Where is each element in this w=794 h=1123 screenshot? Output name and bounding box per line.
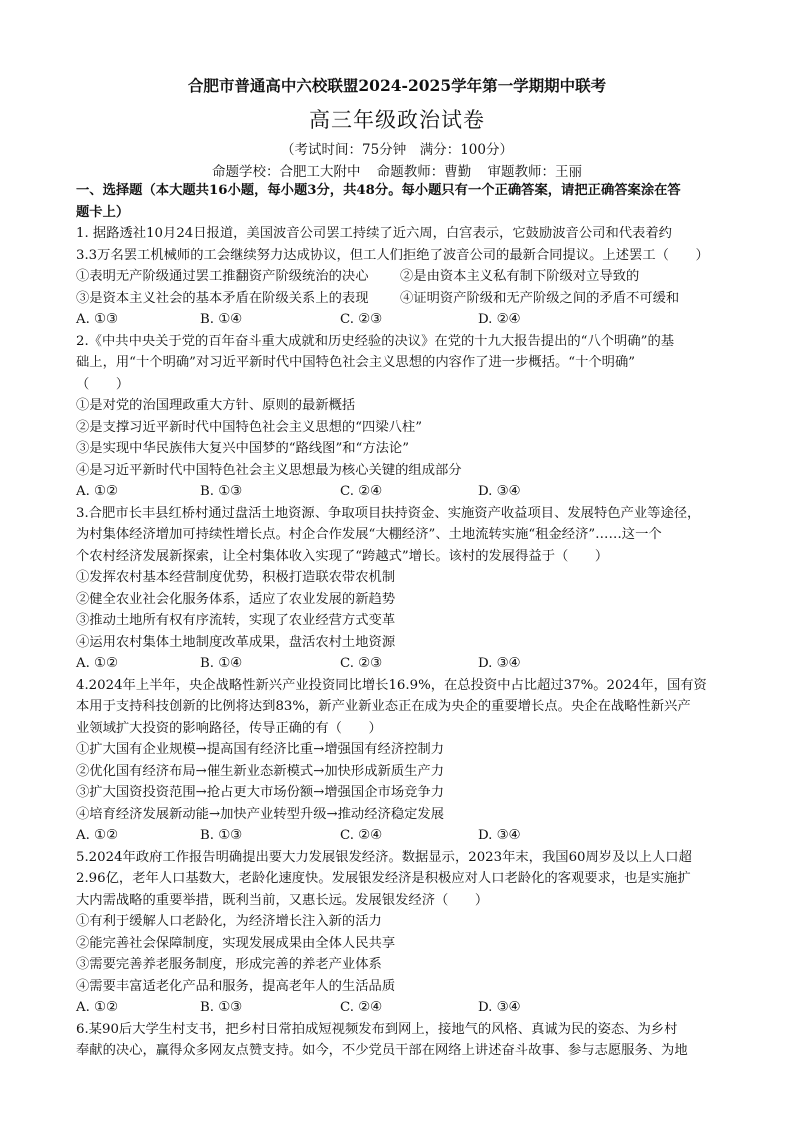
answer-options — [76, 481, 720, 503]
option-b: B. ①③ — [200, 828, 243, 843]
question-line: 6.某90后大学生村支书，把乡村日常拍成短视频发布到网上，接地气的风格、真诚为民的姿态、为乡村 — [76, 1021, 678, 1037]
section-heading-cont: 题卡上） — [76, 204, 130, 220]
choice-row — [76, 288, 720, 310]
answer-options — [76, 997, 720, 1019]
option-a: A. ①② — [76, 484, 118, 499]
choice-statement: ②优化国有经济布局→催生新业态新模式→加快形成新质生产力 — [76, 763, 445, 779]
choice-statement: ③扩大国资投资范围→抢占更大市场份额→增强国企市场竞争力 — [76, 785, 445, 800]
option-a: A. ①③ — [76, 312, 118, 327]
option-b: B. ①④ — [200, 656, 243, 671]
choice-statement: ①表明无产阶级通过罢工推翻资产阶级统治的决心 — [76, 269, 369, 284]
choice-statement: ③需要完善养老服务制度，形成完善的养老产业体系 — [76, 957, 382, 972]
option-c: C. ②④ — [340, 1000, 382, 1015]
question-line: 个农村经济发展新探索，让全村集体收入实现了“跨越式”增长。该村的发展得益于（ ） — [76, 548, 609, 564]
choice-statement: ③是资本主义社会的基本矛盾在阶级关系上的表现 — [76, 290, 369, 306]
choice-statement: ④培育经济发展新动能→加快产业转型升级→推动经济稳定发展 — [76, 806, 445, 822]
author-reviewer: 审题教师：王丽 — [487, 164, 583, 180]
choice-statement: ①发挥农村基本经营制度优势，积极打造联农带农机制 — [76, 570, 396, 585]
option-d: D. ③④ — [478, 828, 521, 843]
question-line: 3.3万名罢工机械师的工会继续努力达成协议，但工人们拒绝了波音公司的最新合同提议。上述罢工（ ） — [76, 247, 709, 263]
option-c: C. ②④ — [340, 828, 382, 843]
question-line: 2.96亿，老年人口基数大，老龄化速度快。发展银发经济是积极应对人口老龄化的客观要求，也是实施扩 — [76, 871, 691, 886]
choice-statement: ②是由资本主义私有制下阶级对立导致的 — [400, 269, 640, 284]
choice-statement: ④证明资产阶级和无产阶级之间的矛盾不可缓和 — [400, 290, 680, 306]
exam-authors — [0, 160, 794, 180]
option-a: A. ①② — [76, 828, 118, 843]
option-c: C. ②③ — [340, 312, 382, 327]
question-line: 为村集体经济增加可持续性增长点。村企合作发展“大棚经济”、土地流转实施“租金经济”……这一个 — [76, 527, 662, 542]
answer-options — [76, 653, 720, 675]
option-c: C. ②④ — [340, 484, 382, 499]
choice-statement: ④需要丰富适老化产品和服务，提高老年人的生活品质 — [76, 978, 396, 994]
question-line: 2.《中共中央关于党的百年奋斗重大成就和历史经验的决议》在党的十九大报告提出的“八个明确”的基 — [76, 333, 675, 349]
author-teacher: 命题教师：曹勤 — [376, 164, 472, 180]
question-line: 3.合肥市长丰县红桥村通过盘活土地资源、争取项目扶持资金、实施资产收益项目、发展特色产业等途径， — [76, 505, 701, 521]
option-d: D. ②④ — [478, 312, 521, 327]
question-3 — [76, 503, 720, 675]
choice-statement: ②健全农业社会化服务体系，适应了农业发展的新趋势 — [76, 591, 396, 607]
choice-row — [76, 266, 720, 288]
question-1 — [76, 223, 720, 331]
question-line: 奉献的决心，赢得众多网友点赞支持。如今，不少党员干部在网络上讲述奋斗故事、参与志愿服务、为地 — [76, 1043, 688, 1058]
section-heading: 一、选择题（本大题共16小题，每小题3分，共48分。每小题只有一个正确答案，请把正确答案涂在答 — [76, 183, 681, 198]
option-a: A. ①② — [76, 656, 118, 671]
question-line: 础上，用“十个明确”对习近平新时代中国特色社会主义思想的内容作了进一步概括。“十个明确” — [76, 355, 636, 370]
choice-statement: ①有利于缓解人口老龄化，为经济增长注入新的活力 — [76, 914, 382, 929]
option-d: D. ③④ — [478, 1000, 521, 1015]
author-school: 命题学校：合肥工大附中 — [211, 164, 361, 180]
question-line: 大内需战略的重要举措，既利当前，又惠长远。发展银发经济（ ） — [76, 892, 489, 908]
option-b: B. ①③ — [200, 1000, 243, 1015]
question-line: 4.2024年上半年，央企战略性新兴产业投资同比增长16.9%，在总投资中占比超过37%。2024年，国有资 — [76, 677, 707, 693]
option-a: A. ①② — [76, 1000, 118, 1015]
question-line: 本用于支持科技创新的比例将达到83%，新产业新业态正在成为央企的重要增长点。央企在战略性新兴产 — [76, 699, 691, 714]
option-d: D. ③④ — [478, 484, 521, 499]
option-d: D. ③④ — [478, 656, 521, 671]
question-6 — [76, 1019, 720, 1062]
choice-statement: ①是对党的治国理政重大方针、原则的最新概括 — [76, 398, 356, 413]
question-line: 业领域扩大投资的影响路径，传导正确的有（ ） — [76, 720, 382, 736]
question-line: （ ） — [76, 376, 130, 392]
choice-statement: ②是支撑习近平新时代中国特色社会主义思想的“四梁八柱” — [76, 419, 423, 435]
question-line: 1. 据路透社10月24日报道，美国波音公司罢工持续了近六周，白宫表示，它鼓励波音公司和代表着约 — [76, 226, 672, 241]
option-b: B. ①④ — [200, 312, 243, 327]
choice-statement: ③推动土地所有权有序流转，实现了农业经营方式变革 — [76, 613, 396, 628]
question-5 — [76, 847, 720, 1019]
question-line: 5.2024年政府工作报告明确提出要大力发展银发经济。数据显示，2023年末，我国60周岁及以上人口超 — [76, 849, 692, 865]
choice-statement: ④是习近平新时代中国特色社会主义思想最为核心关键的组成部分 — [76, 462, 462, 478]
choice-statement: ①扩大国有企业规模→提高国有经济比重→增强国有经济控制力 — [76, 742, 445, 757]
exam-body — [76, 180, 720, 1062]
question-2 — [76, 331, 720, 503]
answer-options — [76, 825, 720, 847]
answer-options — [76, 309, 720, 331]
exam-subtitle: 高三年级政治试卷 — [309, 108, 485, 132]
choice-statement: ③是实现中华民族伟大复兴中国梦的“路线图”和“方法论” — [76, 441, 410, 456]
choice-statement: ②能完善社会保障制度，实现发展成果由全体人民共享 — [76, 935, 396, 951]
choice-statement: ④运用农村集体土地制度改革成果，盘活农村土地资源 — [76, 634, 396, 650]
option-b: B. ①③ — [200, 484, 243, 499]
exam-title: 合肥市普通高中六校联盟2024-2025学年第一学期期中联考 — [187, 76, 607, 95]
question-4 — [76, 675, 720, 847]
option-c: C. ②③ — [340, 656, 382, 671]
exam-time-score: （考试时间：75分钟 满分：100分） — [281, 142, 513, 158]
